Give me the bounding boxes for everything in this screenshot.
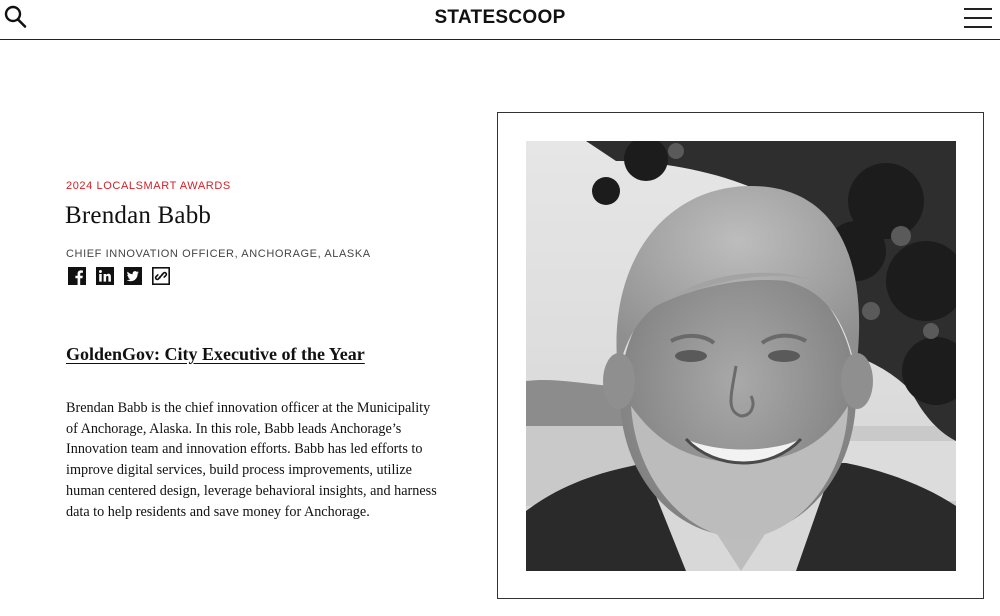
honoree-bio: Brendan Babb is the chief innovation officer at the Municipality of Anchorage, Alaska. In this role, Babb leads Anchorage’s Innovation team and innovation efforts. Babb has led efforts to improve digital services, build process improvements, utilize human centered design, leverage behavioral insights, and harness data to help residents and save money for Anchorage. [66,400,437,520]
hamburger-menu-bar [964,17,992,19]
facebook-icon [68,267,86,285]
hamburger-menu-bar [964,26,992,28]
share-linkedin-button[interactable] [96,267,114,285]
share-twitter-button[interactable] [124,267,142,285]
twitter-icon [124,267,142,285]
honoree-job-title: CHIEF INNOVATION OFFICER, ANCHORAGE, ALASKA [66,248,371,260]
site-logo[interactable]: STATESCOOP [434,7,566,28]
share-facebook-button[interactable] [68,267,86,285]
award-program-label: 2024 LOCALSMART AWARDS [66,180,231,192]
award-category-link[interactable]: GoldenGov: City Executive of the Year [66,344,365,364]
honoree-photo-frame [497,112,984,599]
linkedin-icon [96,267,114,285]
site-header [0,0,1000,40]
honoree-name: Brendan Babb [65,202,212,229]
copy-link-icon [152,267,170,285]
copy-link-button[interactable] [152,267,170,285]
menu-button[interactable] [964,8,992,30]
honoree-photo [526,141,956,571]
hamburger-menu-icon [964,8,992,10]
